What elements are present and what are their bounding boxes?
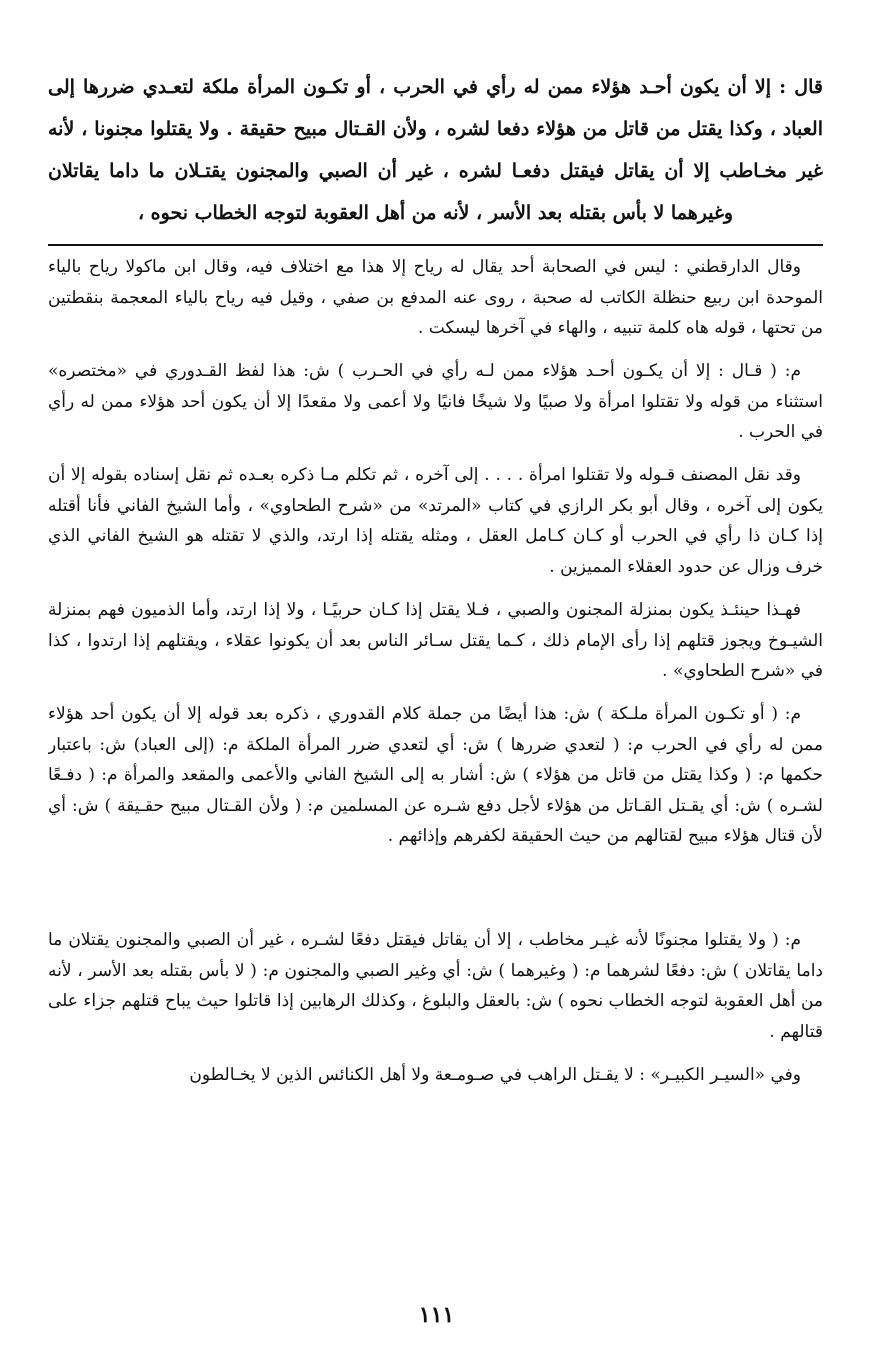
commentary-paragraph-7: وفي «السيـر الكبيـر» : لا يقـتل الراهب في صـومـعة ولا أهل الكنائس الذين لا يخـالطون: [189, 1065, 801, 1085]
separator-line: [48, 244, 823, 246]
commentary-paragraph-1: وقال الدارقطني : ليس في الصحابة أحد يقال له رياح إلا هذا مع اختلاف فيه، وقال ابن ماكولا رياح بالياء الموحدة ابن ربيع حنظلة الكاتب له صحبة ، روى عنه المدفع بن صفي ، وقيل فيه رياح بالياء المعجمة بنقطتين من تحتها ، قوله هاه كلمة تنبيه ، والهاء في آخرها ليسكت .: [48, 257, 823, 339]
main-text: قال : إلا أن يكون أحـد هؤلاء ممن له رأي في الحرب ، أو تكـون المرأة ملكة لتعـدي ضررها إلى العباد ، وكذا يقتل من قاتل من هؤلاء دفعا لشره ، ولأن القـتال مبيح حقيقة . ولا يقتلوا مجنونا ، لأنه غير مخـاطب إلا أن يقاتل فيقتل دفعـا لشره ، غير أن الصبي والمجنون يقتـلان ما داما يقاتلان وغيرهما لا بأس بقتله بعد الأسر ، لأنه من أهل العقوبة لتوجه الخطاب نحوه ،: [48, 76, 823, 224]
commentary-paragraph-4: فهـذا حينئـذ يكون بمنزلة المجنون والصبي ، فـلا يقتل إذا كـان حربيًـا ، ولا إذا ارتد، وأما الذميون فهم بمنزلة الشيـوخ ويجوز قتلهم إذا رأى الإمام ذلك ، كـما يقتل سـائر الناس بعد أن يكونوا عقلاء ، ويقتلهم إذا ارتدوا ، كذا في «شرح الطحاوي» .: [48, 600, 823, 682]
book-page: [48, 66, 823, 1103]
page-number: ١١١: [418, 1302, 455, 1328]
commentary-paragraph-6: م: ( ولا يقتلوا مجنونًا لأنه غيـر مخاطب ، إلا أن يقاتل فيقتل دفعًا لشـره ، غير أن الصبي والمجنون يقتلان ما داما يقاتلان ) ش: دفعًا لشرهما م: ( وغيرهما ) ش: أي وغير الصبي والمجنون م: ( لا بأس بقتله بعد الأسر ، لأنه من أهل العقوبة لتوجه الخطاب نحوه ) ش: بالعقل والبلوغ ، وكذلك الرهابين إذا قاتلوا حيث يباح قتلهم جزاء على قتالهم .: [48, 930, 823, 1042]
commentary-paragraph-3: وقد نقل المصنف قـوله ولا تقتلوا امرأة . . . . إلى آخره ، ثم تكلم مـا ذكره بعـده ثم نقل إسناده بقوله إلا أن يكون إلى آخره ، وقال أبو بكر الرازي في كتاب «المرتد» من «شرح الطحاوي» ، وأما الشيخ الفاني فأنا أقتله إذا كـان ذا رأي في الحرب أو كـان كـامل العقل ، ومثله يقتله إذا ارتد، والذي لا تقتله هو الشيخ الفاني الذي خرف وزال عن حدود العقلاء المميزين .: [48, 465, 823, 577]
commentary: [48, 252, 823, 1091]
commentary-paragraph-5: م: ( أو تكـون المرأة ملـكة ) ش: هذا أيضًا من جملة كلام القدوري ، ذكره بعد قوله إلا أن يكون أحد هؤلاء ممن له رأي في الحرب م: ( لتعدي ضررها ) ش: أي لتعدي ضرر المرأة الملكة م: (إلى العباد) ش: باعتبار حكمها م: ( وكذا يقتل من قاتل من هؤلاء ) ش: أشار به إلى الشيخ الفاني والأعمى والمقعد والمرأة م: ( دفـعًا لشـره ) ش: أي يقـتل القـاتل من هؤلاء لأجل دفع شـره عن المسلمين م: ( ولأن القـتال مبيح حقـيقة ) ش: أي لأن قتال هؤلاء مبيح لقتالهم من حيث الحقيقة لكفرهم وإذائهم .: [48, 704, 823, 847]
commentary-paragraph-2: م: ( قـال : إلا أن يكـون أحـد هؤلاء ممن لـه رأي في الحـرب ) ش: هذا لفظ القـدوري في «مختصره» استثناء من قوله ولا تقتلوا امرأة ولا صبيًا ولا شيخًا فانيًا ولا أعمى ولا مقعدًا إلا أن يكون أحد هؤلاء ممن له رأي في الحرب .: [48, 361, 823, 443]
